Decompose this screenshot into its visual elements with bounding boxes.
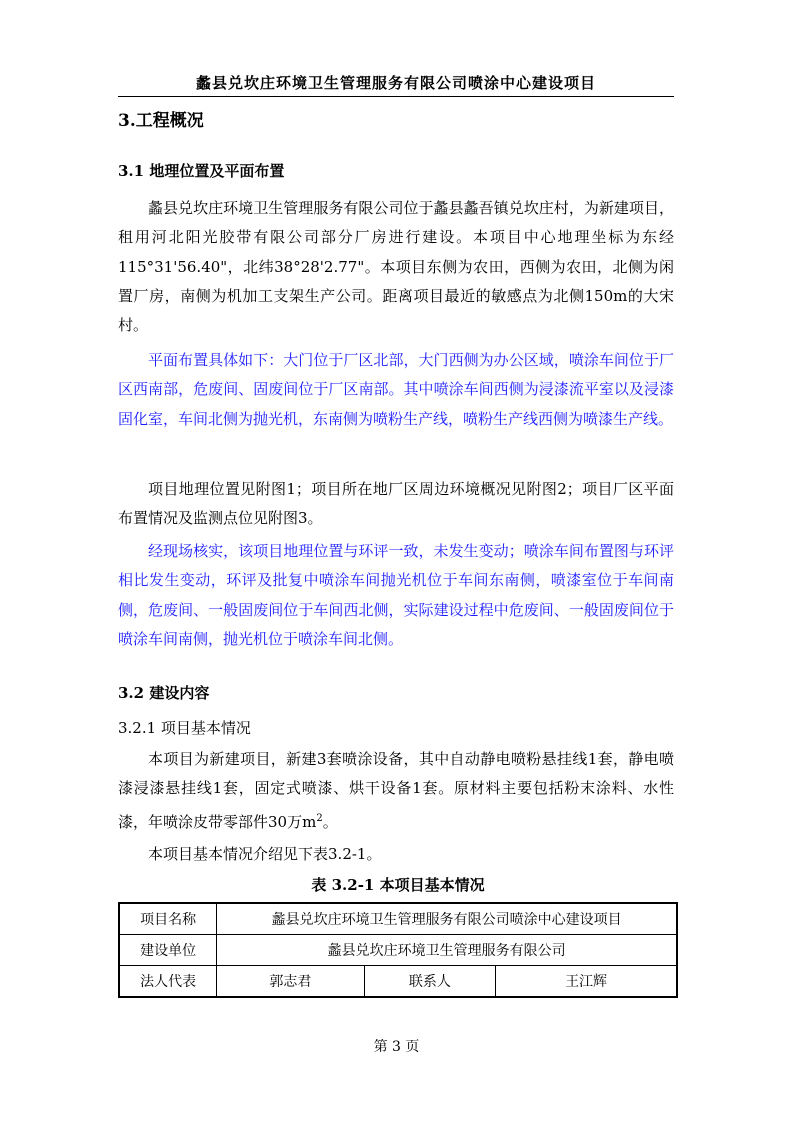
basic-info-table <box>118 902 678 998</box>
table-row <box>119 966 677 998</box>
paragraph-figures: 项目地理位置见附图1；项目所在地厂区周边环境概况见附图2；项目厂区平面布置情况及监测点位见附图3。 <box>118 480 674 528</box>
table-cell-value: 郭志君 <box>217 966 364 998</box>
subsubsection-title-3-2-1: 3.2.1 项目基本情况 <box>118 719 251 737</box>
paragraph-location: 蠡县兑坎庄环境卫生管理服务有限公司位于蠡县蠡吾镇兑坎庄村，为新建项目，租用河北阳光胶带有限公司部分厂房进行建设。本项目中心地理坐标为东经115°31'56.40"，北纬38°28'2.77"。本项目东侧为农田，西侧为农田，北侧为闲置厂房，南侧为机加工支架生产公司。距离项目最近的敏感点为北侧150m的大宋村。 <box>118 199 674 335</box>
table-cell-label: 法人代表 <box>119 966 217 998</box>
table-cell-label: 建设单位 <box>119 935 217 966</box>
table-cell-value: 王江辉 <box>496 966 677 998</box>
table-row <box>119 935 677 966</box>
table-cell-label: 联系人 <box>364 966 496 998</box>
unit-superscript: 2 <box>316 812 323 824</box>
subsection-title-3-1: 3.1 地理位置及平面布置 <box>118 162 285 180</box>
paragraph-verification: 经现场核实，该项目地理位置与环评一致，未发生变动；喷涂车间布置图与环评相比发生变动，环评及批复中喷涂车间抛光机位于车间东南侧，喷漆室位于车间南侧，危废间、一般固废间位于车间西北侧，实际建设过程中危废间、一般固废间位于喷涂车间南侧，抛光机位于喷涂车间北侧。 <box>118 542 674 648</box>
subsection-title-3-2: 3.2 建设内容 <box>118 684 210 702</box>
paragraph-construction-text: 本项目为新建项目，新建3套喷涂设备，其中自动静电喷粉悬挂线1套，静电喷漆浸漆悬挂线1套，固定式喷漆、烘干设备1套。原材料主要包括粉末涂料、水性漆，年喷涂皮带零部件30万m <box>118 750 674 831</box>
paragraph-table-ref: 本项目基本情况介绍见下表3.2-1。 <box>148 845 382 863</box>
table-cell-value: 蠡县兑坎庄环境卫生管理服务有限公司喷涂中心建设项目 <box>217 903 677 935</box>
paragraph-construction <box>118 745 674 837</box>
table-cell-label: 项目名称 <box>119 903 217 935</box>
page-number: 第 3 页 <box>373 1039 420 1055</box>
paragraph-layout: 平面布置具体如下：大门位于厂区北部，大门西侧为办公区域，喷涂车间位于厂区西南部，危废间、固废间位于厂区南部。其中喷涂车间西侧为浸漆流平室以及浸漆固化室，车间北侧为抛光机，东南侧为喷粉生产线，喷粉生产线西侧为喷漆生产线。 <box>118 351 674 428</box>
table-caption: 表 3.2-1 本项目基本情况 <box>311 876 485 894</box>
section-title: 3.工程概况 <box>118 111 204 131</box>
table-row <box>119 903 677 935</box>
page-header: 蠡县兑坎庄环境卫生管理服务有限公司喷涂中心建设项目 <box>118 70 674 97</box>
table-cell-value: 蠡县兑坎庄环境卫生管理服务有限公司 <box>217 935 677 966</box>
paragraph-construction-end: 。 <box>322 812 338 831</box>
